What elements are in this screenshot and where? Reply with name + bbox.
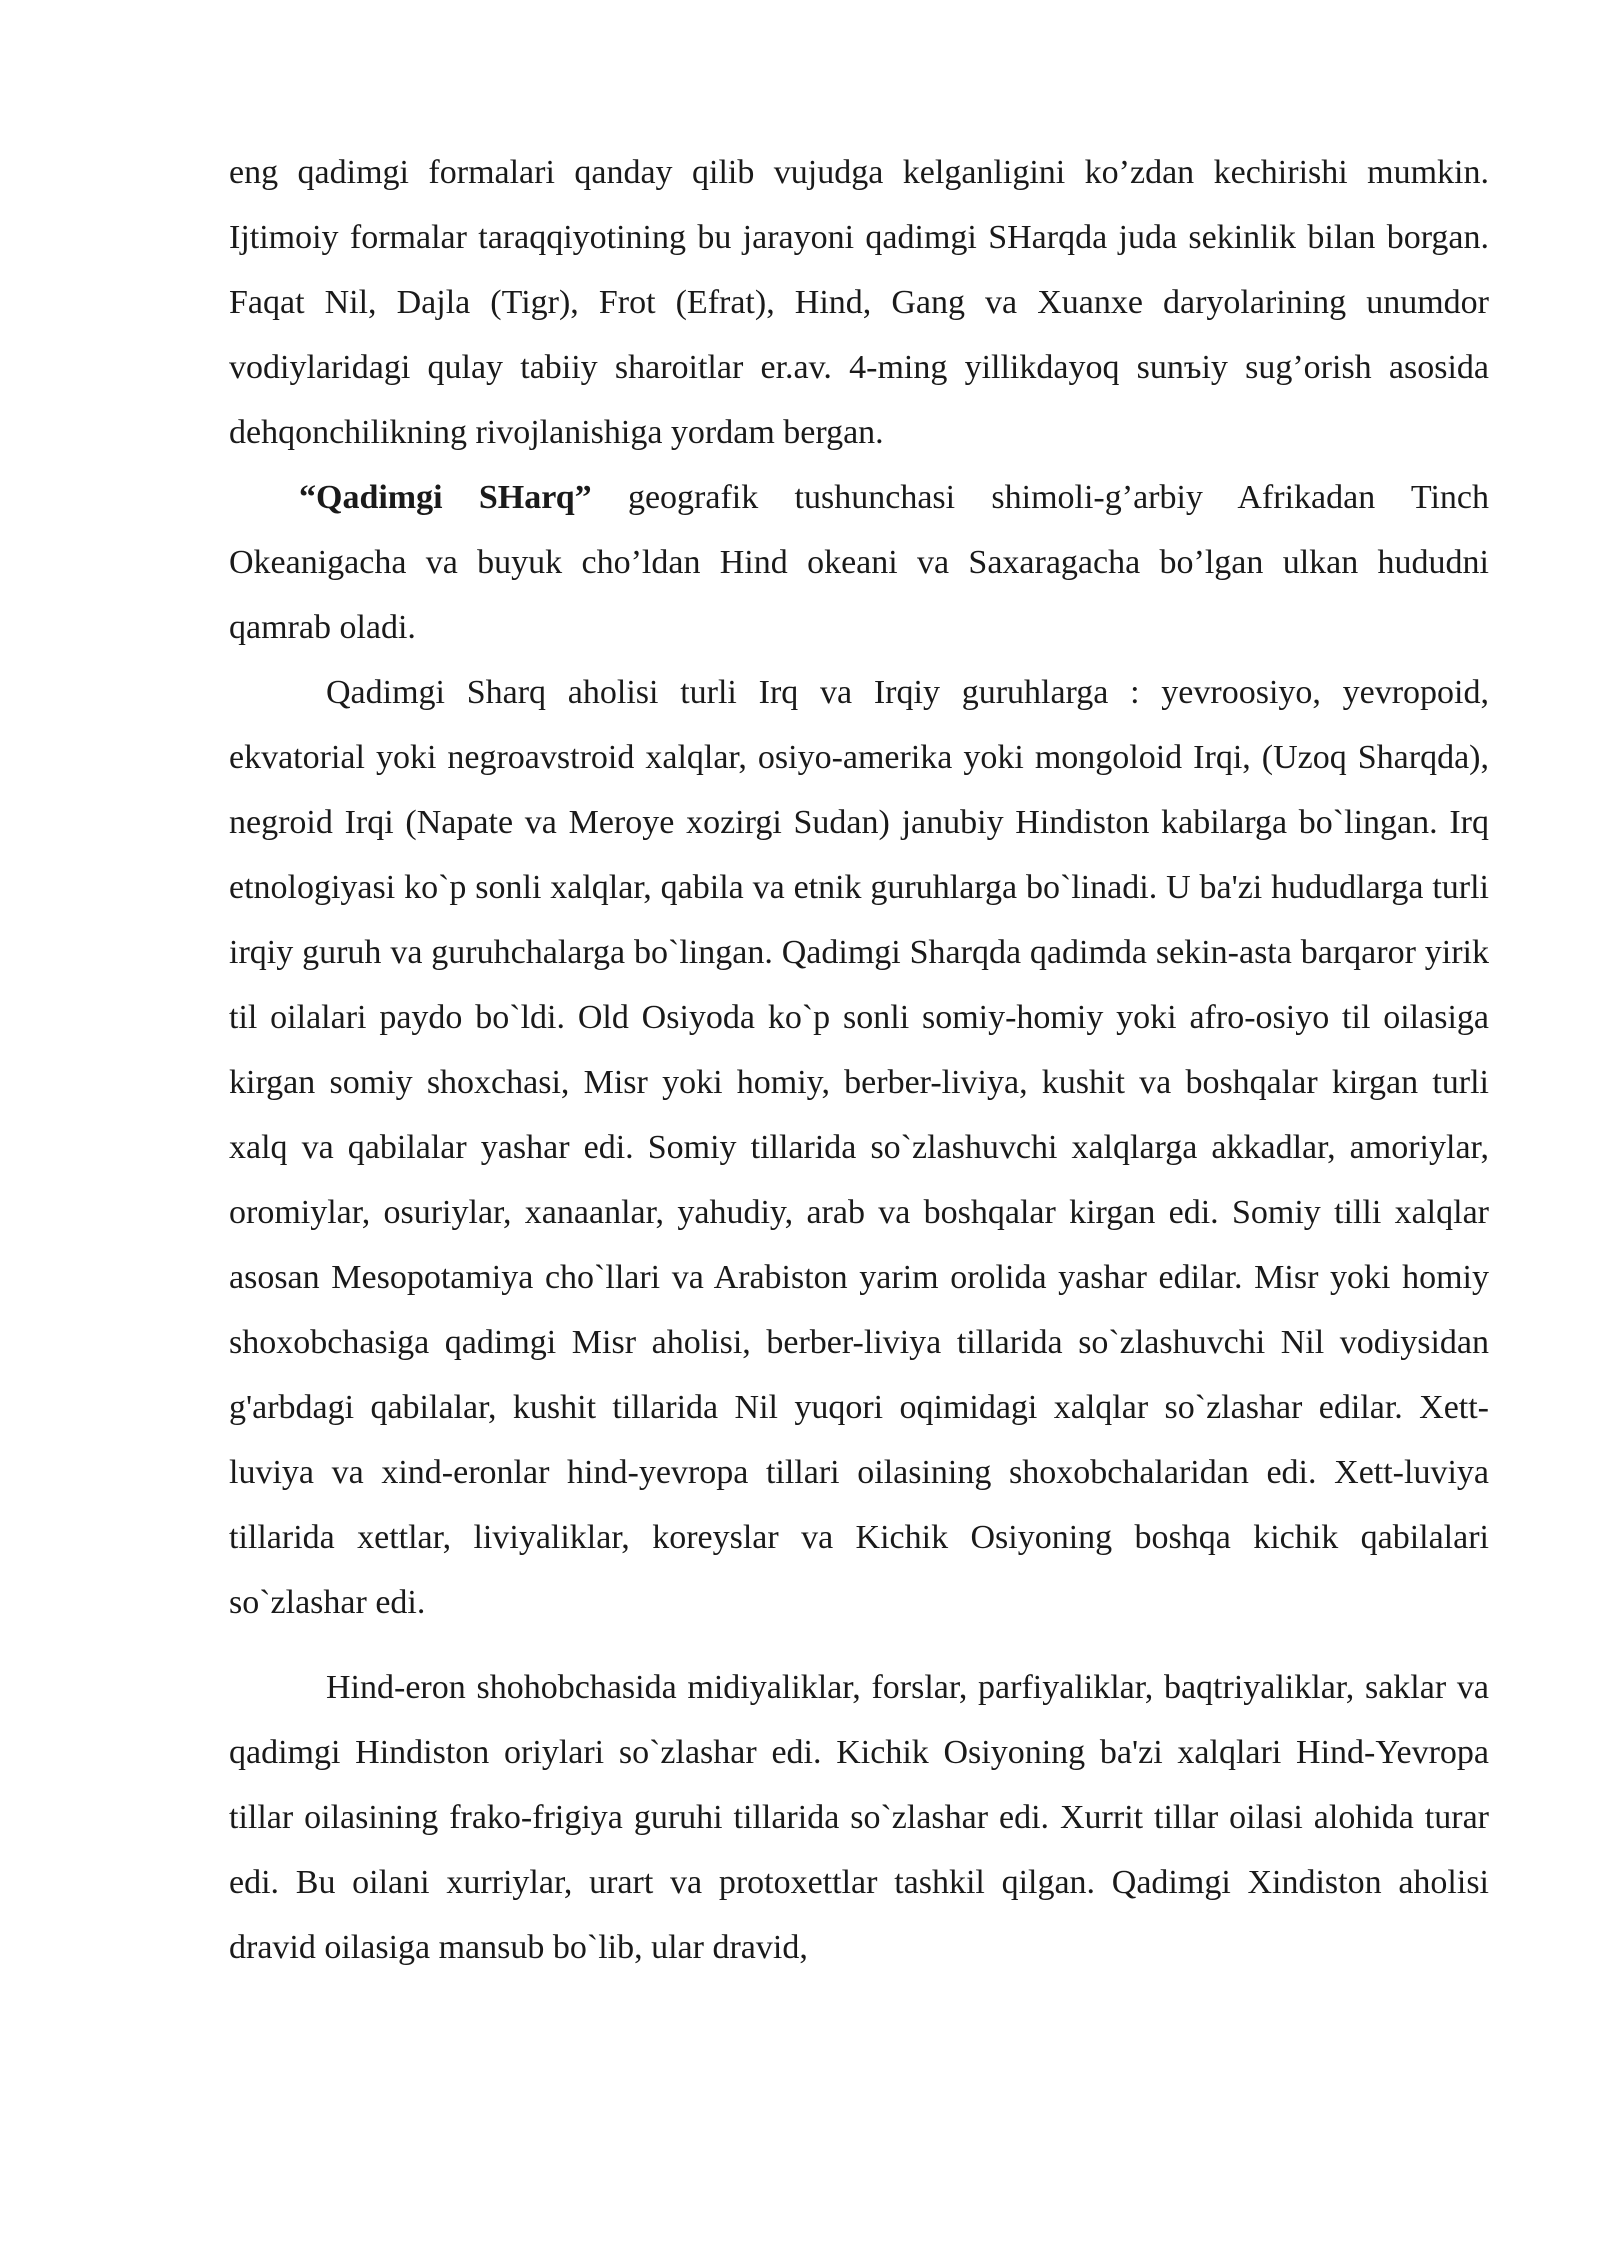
document-body	[229, 140, 1489, 1980]
paragraph-4: Hind-eron shohobchasida midiyaliklar, forslar, parfiyaliklar, baqtriyaliklar, saklar va qadimgi Hindiston oriylari so`zlashar edi. Kichik Osiyoning ba'zi xalqlari Hind-Yevropa tillar oilasining frako-frigiya guruhi tillarida so`zlashar edi. Xurrit tillar oilasi alohida turar edi. Bu oilani xurriylar, urart va protoxettlar tashkil qilgan. Qadimgi Xindiston aholisi dravid oilasiga mansub bo`lib, ular dravid,	[229, 1669, 1489, 1966]
paragraph-1: eng qadimgi formalari qanday qilib vujudga kelganligini ko’zdan kechirishi mumkin. Ijtimoiy formalar taraqqiyotining bu jarayoni qadimgi SHarqda juda sekinlik bilan borgan. Faqat Nil, Dajla (Tigr), Frot (Efrat), Hind, Gang va Xuanxe daryolarining unumdor vodiylaridagi qulay tabiiy sharoitlar er.av. 4-ming yillikdayoq sunъiy sug’orish asosida dehqonchilikning rivojlanishiga yordam bergan.	[229, 154, 1489, 451]
paragraph-spacer	[229, 1635, 1489, 1655]
paragraph-2-bold-term: “Qadimgi SHarq”	[299, 479, 592, 516]
paragraph-2-text: geografik tushunchasi shimoli-g’arbiy Afrikadan Tinch Okeanigacha va buyuk cho’ldan Hind okeani va Saxaragacha bo’lgan ulkan hududni qamrab oladi.	[229, 479, 1490, 646]
paragraph-3: Qadimgi Sharq aholisi turli Irq va Irqiy guruhlarga : yevroosiyo, yevropoid, ekvatorial yoki negroavstroid xalqlar, osiyo-amerika yoki mongoloid Irqi, (Uzoq Sharqda), negroid Irqi (Napate va Meroye xozirgi Sudan) janubiy Hindiston kabilarga bo`lingan. Irq etnologiyasi ko`p sonli xalqlar, qabila va etnik guruhlarga bo`linadi. U ba'zi hududlarga turli irqiy guruh va guruhchalarga bo`lingan. Qadimgi Sharqda qadimda sekin-asta barqaror yirik til oilalari paydo bo`ldi. Old Osiyoda ko`p sonli somiy-homiy yoki afro-osiyo til oilasiga kirgan somiy shoxchasi, Misr yoki homiy, berber-liviya, kushit va boshqalar kirgan turli xalq va qabilalar yashar edi. Somiy tillarida so`zlashuvchi xalqlarga akkadlar, amoriylar, oromiylar, osuriylar, xanaanlar, yahudiy, arab va boshqalar kirgan edi. Somiy tilli xalqlar asosan Mesopotamiya cho`llari va Arabiston yarim orolida yashar edilar. Misr yoki homiy shoxobchasiga qadimgi Misr aholisi, berber-liviya tillarida so`zlashuvchi Nil vodiysidan g'arbdagi qabilalar, kushit tillarida Nil yuqori oqimidagi xalqlar so`zlashar edilar. Xett-luviya va xind-eronlar hind-yevropa tillari oilasining shoxobchalaridan edi. Xett-luviya tillarida xettlar, liviyaliklar, koreyslar va Kichik Osiyoning boshqa kichik qabilalari so`zlashar edi.	[229, 674, 1489, 1621]
paragraph-2	[229, 465, 1489, 660]
